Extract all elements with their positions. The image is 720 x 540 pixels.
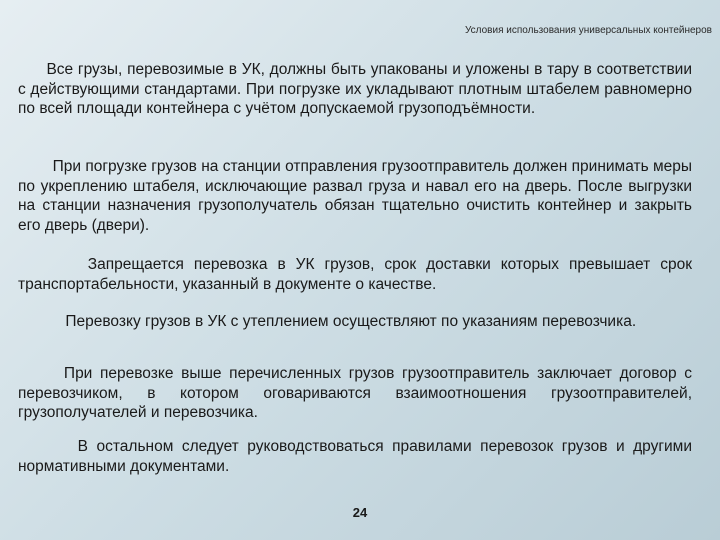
slide-header-title: Условия использования универсальных контейнеров bbox=[464, 25, 712, 36]
paragraph-contract: При перевозке выше перечисленных грузов грузоотправитель заключает договор с перевозчиком, в котором оговариваются взаимоотношения грузоотправителей, грузополучателей и перевозчика. bbox=[18, 365, 697, 421]
paragraph-prohibition: Запрещается перевозка в УК грузов, срок доставки которых превышает срок транспортабельности, указанный в документе о качестве. bbox=[18, 256, 697, 293]
page-number: 24 bbox=[352, 505, 368, 520]
paragraph-loading: При погрузке грузов на станции отправления грузоотправитель должен принимать меры по укреплению штабеля, исключающие развал груза и навал его на дверь. После выгрузки на станции назначения грузополучатель обязан тщательно очистить контейнер и закрыть его дверь (двери). bbox=[18, 158, 697, 234]
paragraph-other-rules: В остальном следует руководствоваться правилами перевозок грузов и другими нормативными документами. bbox=[18, 438, 697, 475]
paragraph-insulation: Перевозку грузов в УК с утеплением осуществляют по указаниям перевозчика. bbox=[18, 313, 637, 330]
paragraph-packaging: Все грузы, перевозимые в УК, должны быть упакованы и уложены в тару в соответствии с действующими стандартами. При погрузке их укладывают плотным штабелем равномерно по всей площади контейнера с учётом допускаемой грузоподъёмности. bbox=[18, 61, 697, 117]
